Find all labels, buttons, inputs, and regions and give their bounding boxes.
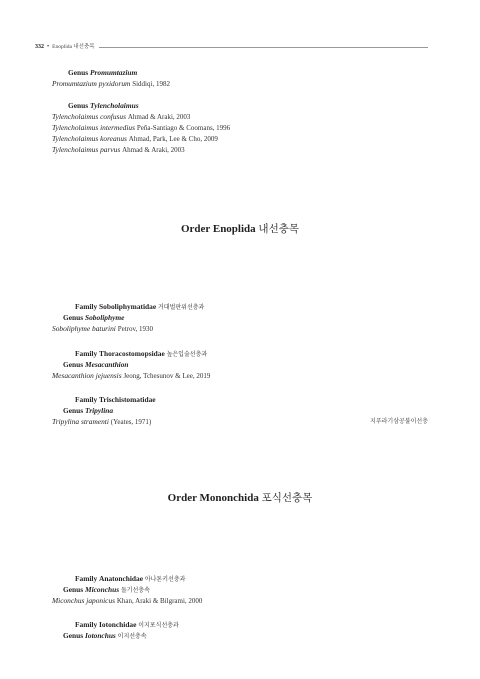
family-heading: Family Soboliphymatidae 거대벌판위선충과 [75,302,205,311]
genus-heading-promumtazium: Genus Promumtazium [68,68,138,77]
species-entry: Promumtazium pyxidorum Siddiqi, 1982 [52,79,170,88]
family-heading: Family Anatonchidae 아나톤키선충과 [75,574,186,583]
genus-heading: Genus Iotonchus 이지선충속 [63,631,147,640]
species-entry: Tripylina stramenti (Yeates, 1971) [52,417,152,426]
genus-heading: Genus Soboliphyme [63,313,125,322]
genus-heading: Genus Tripylina [63,406,114,415]
species-entry: Soboliphyme baturini Petrov, 1930 [52,324,154,333]
order-heading-enoplida: Order Enoplida 내선충목 [180,223,299,235]
family-heading: Family Trischistomatidae [75,395,156,404]
species-entry: Tylencholaimus intermedius Peña-Santiago & Coomans, 1996 [52,123,231,132]
species-entry: Tylencholaimus koreanus Ahmad, Park, Lee & Cho, 2009 [52,134,218,143]
header-separator: • [47,44,50,50]
order-heading-mononchida: Order Mononchida 포식선충목 [167,492,313,504]
family-heading: Family Thoracostomopsidae 높은입술선충과 [75,349,208,358]
running-header [35,42,428,52]
running-title: Enoplida 내선충목 [52,44,95,50]
genus-heading: Genus Miconchus 돌기선충속 [63,585,150,594]
genus-heading: Genus Mesacanthion [63,360,129,369]
species-entry: Mesacanthion jejuensis Jeong, Tchesunov & Lee, 2019 [52,371,211,380]
korean-common-name: 지푸라기삼공불이선충 [370,418,428,425]
genus-heading-tylencholaimus: Genus Tylencholaimus [68,101,139,110]
family-heading: Family Iotonchidae 이지포식선충과 [75,620,179,629]
header-rule [99,47,428,48]
species-entry: Miconchus japonicus Khan, Araki & Bilgrami, 2000 [52,596,203,605]
species-entry: Tylencholaimus parvus Ahmad & Araki, 2003 [52,145,185,154]
page-number: 332 [35,44,44,50]
species-entry: Tylencholaimus confusus Ahmad & Araki, 2003 [52,112,191,121]
